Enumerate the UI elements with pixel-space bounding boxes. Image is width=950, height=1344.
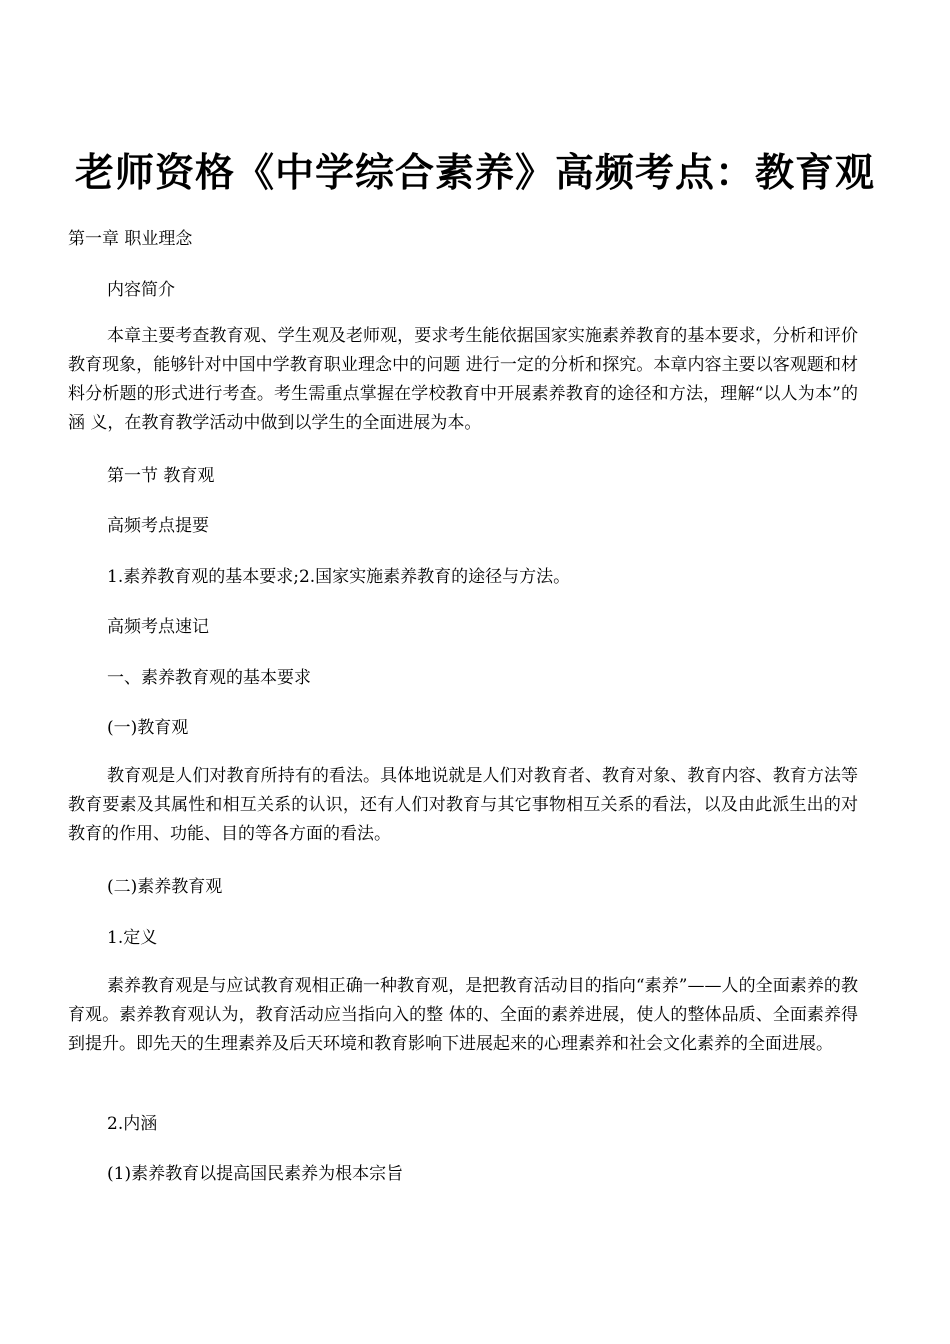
intro-paragraph: 本章主要考查教育观、学生观及老师观，要求考生能依据国家实施素养教育的基本要求，分析和评价教育现象，能够针对中国中学教育职业理念中的问题 进行一定的分析和探究。本章内容主要以客观题和材料分析题的形式进行考查。考生需重点掌握在学校教育中开展素养教育的途径和方法，理解“以人为本”的涵 义，在教育教学活动中做到以学生的全面进展为本。: [68, 326, 858, 433]
key-points-text: 1.素养教育观的基本要求;2.国家实施素养教育的途径与方法。: [107, 567, 571, 587]
subsection-education-view-heading: (一)教育观: [107, 718, 189, 738]
chapter-heading: 第一章 职业理念: [68, 229, 193, 249]
connotation-item: (1)素养教育以提高国民素养为根本宗旨: [107, 1164, 404, 1184]
section-heading: 第一节 教育观: [107, 466, 215, 486]
definition-paragraph: 素养教育观是与应试教育观相正确一种教育观，是把教育活动目的指向“素养”——人的全面素养的教育观。素养教育观认为，教育活动应当指向入的整 体的、全面的素养进展，使人的整体品质、全面素养得到提升。即先天的生理素养及后天环境和教育影响下进展起来的心理素养和社会文化素养的全面进展。: [68, 976, 858, 1054]
part1-heading: 一、素养教育观的基本要求: [107, 668, 311, 688]
subsection-quality-education-heading: (二)素养教育观: [107, 877, 223, 897]
document-title: 老师资格《中学综合素养》高频考点：教育观: [74, 151, 875, 196]
education-view-paragraph: 教育观是人们对教育所持有的看法。具体地说就是人们对教育者、教育对象、教育内容、教育方法等教育要素及其属性和相互关系的认识，还有人们对教育与其它事物相互关系的看法，以及由此派生出的对教育的作用、功能、目的等各方面的看法。: [68, 766, 858, 844]
memo-heading: 高频考点速记: [107, 617, 209, 637]
definition-heading: 1.定义: [107, 928, 158, 948]
intro-heading: 内容简介: [107, 280, 175, 300]
connotation-heading: 2.内涵: [107, 1114, 158, 1134]
key-points-heading: 高频考点提要: [107, 516, 209, 536]
